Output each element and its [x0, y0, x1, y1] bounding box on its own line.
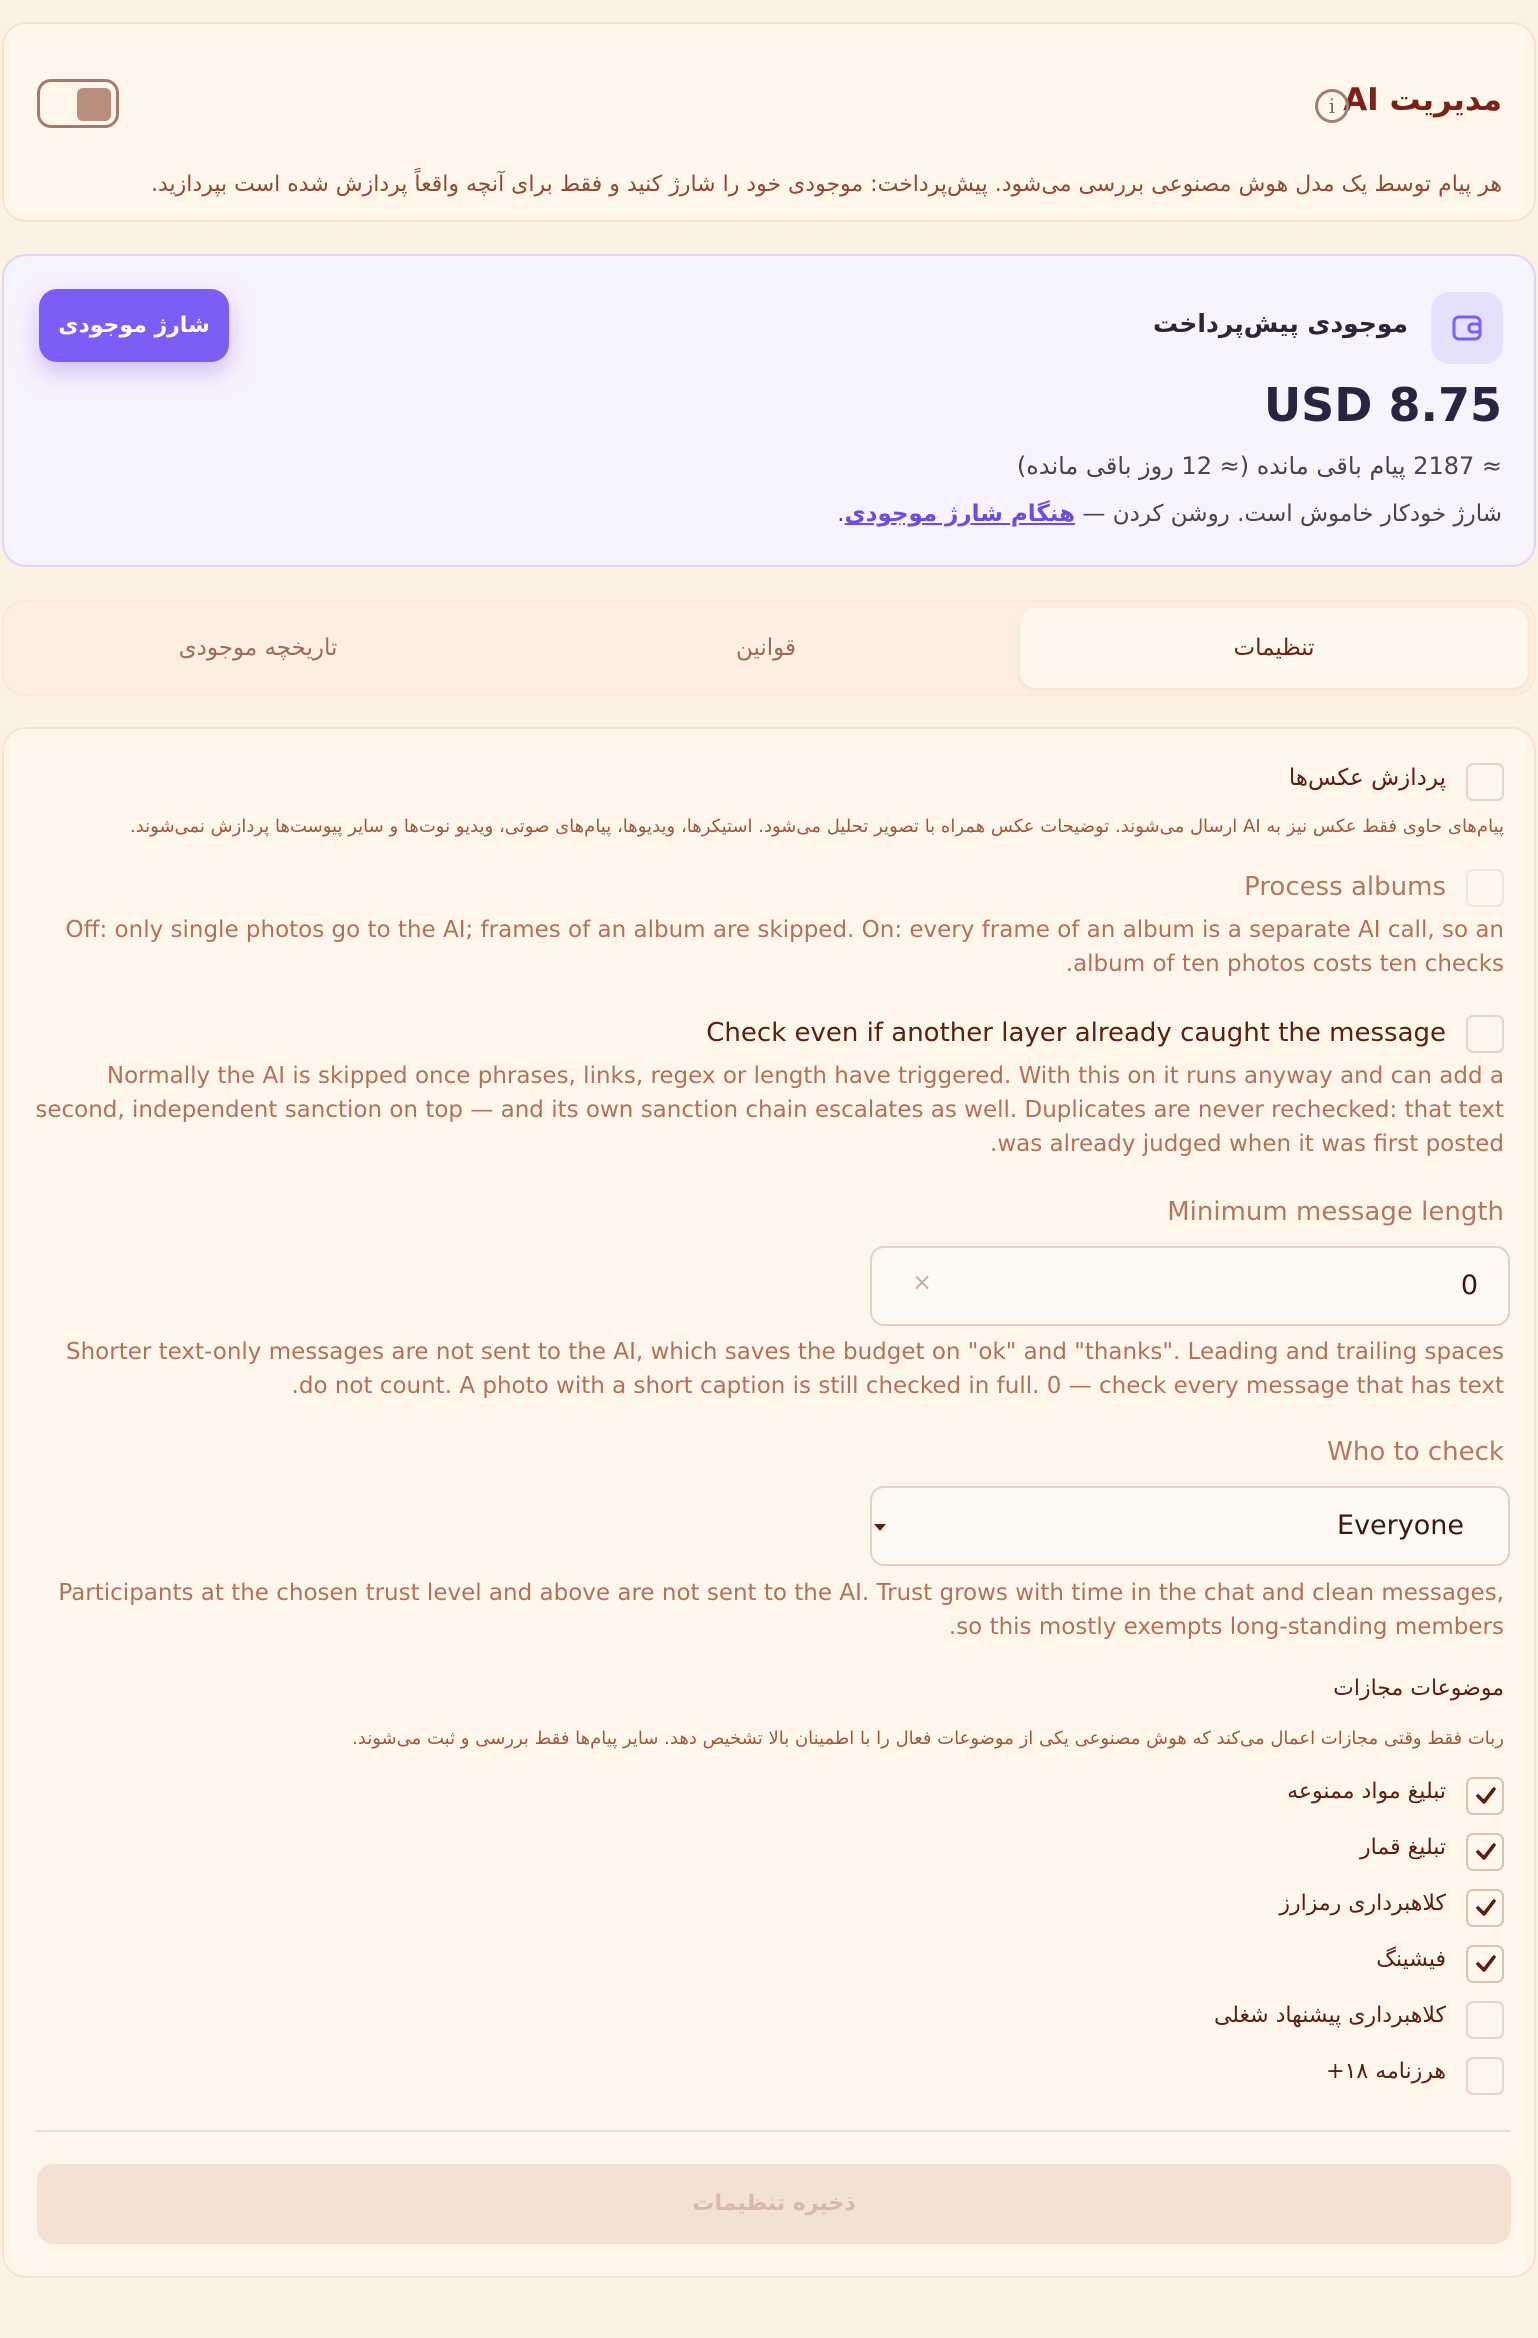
topup-balance-button[interactable]: شارژ موجودی	[39, 289, 229, 362]
wallet-icon	[1431, 292, 1503, 364]
autotopup-status	[837, 501, 1502, 527]
tab-bar	[2, 600, 1536, 696]
tab-rules[interactable]: قوانین	[735, 635, 797, 661]
checkmark-icon	[1474, 1784, 1498, 1808]
min-length-value: 0	[1460, 1270, 1478, 1301]
prepaid-balance-card	[2, 254, 1536, 567]
process-photos-checkbox[interactable]	[1466, 763, 1504, 801]
topics-description: ربات فقط وقتی مجازات اعمال می‌کند که هوش مصنوعی یکی از موضوعات فعال را با اطمینان بالا تشخیص دهد. سایر پیام‌ها فقط بررسی و ثبت می‌شوند.	[352, 1728, 1504, 1749]
topic-checkbox[interactable]	[1466, 1777, 1504, 1815]
checkmark-icon	[1474, 1896, 1498, 1920]
process-albums-checkbox[interactable]	[1466, 869, 1504, 907]
process-photos-description: پیام‌های حاوی فقط عکس نیز به AI ارسال می‌شوند. توضیحات عکس همراه با تصویر تحلیل می‌شود. استیکرها، ویدیوها، پیام‌های صوتی، ویدیو نوت‌ها و سایر پیوست‌ها پردازش نمی‌شوند.	[129, 816, 1504, 837]
balance-amount: USD 8.75	[1263, 378, 1502, 432]
chevron-down-icon	[874, 1524, 886, 1531]
process-albums-label: Process albums	[1244, 872, 1446, 902]
min-length-description: Shorter text-only messages are not sent to the AI, which saves the budget on "ok" and "thanks". Leading and trailing spaces do not count. A photo with a short caption is still checked in full. 0 — check every message that has text.	[65, 1339, 1504, 1399]
autotopup-text: شارژ خودکار خاموش است. روشن کردن —	[1075, 501, 1502, 527]
check-even-label: Check even if another layer already caught the message	[706, 1018, 1446, 1048]
process-photos-label: پردازش عکس‌ها	[1288, 765, 1446, 791]
check-even-description: Normally the AI is skipped once phrases, links, regex or length have triggered. With this on it runs anyway and can add a second, independent sanction on top — and its own sanction chain escalates as well. Duplicates are never rechecked: that text was already judged when it was first posted.	[35, 1063, 1504, 1157]
who-to-check-select[interactable]	[870, 1486, 1510, 1566]
topic-label: فیشینگ	[1376, 1947, 1446, 1972]
autotopup-link[interactable]: هنگام شارژ موجودی	[844, 501, 1076, 527]
header-description: هر پیام توسط یک مدل هوش مصنوعی بررسی می‌شود. پیش‌پرداخت: موجودی خود را شارژ کنید و فقط برای آنچه واقعاً پردازش شده است بپردازید.	[151, 172, 1502, 197]
checkmark-icon	[1474, 1840, 1498, 1864]
topic-checkbox[interactable]	[1466, 1833, 1504, 1871]
settings-panel	[2, 727, 1536, 2278]
topic-checkbox[interactable]	[1466, 1945, 1504, 1983]
topic-label: کلاهبرداری پیشنهاد شغلی	[1213, 2003, 1446, 2028]
topic-label: تبلیغ مواد ممنوعه	[1287, 1779, 1446, 1804]
topic-checkbox[interactable]	[1466, 1889, 1504, 1927]
who-to-check-value: Everyone	[1337, 1510, 1464, 1541]
tab-balance-history[interactable]: تاریخچه موجودی	[178, 635, 338, 661]
toggle-knob	[77, 88, 111, 121]
balance-remaining: ≈ 2187 پیام باقی مانده (≈ 12 روز باقی مانده)	[1016, 452, 1502, 480]
check-even-checkbox[interactable]	[1466, 1015, 1504, 1053]
who-to-check-description: Participants at the chosen trust level and above are not sent to the AI. Trust grows with time in the chat and clean messages, so this mostly exempts long-standing members.	[58, 1580, 1504, 1640]
checkmark-icon	[1474, 1952, 1498, 1976]
autotopup-end: .	[837, 501, 845, 527]
topic-checkbox[interactable]	[1466, 2057, 1504, 2095]
topics-title: موضوعات مجازات	[1333, 1676, 1504, 1701]
tab-settings[interactable]: تنظیمات	[1020, 608, 1528, 688]
min-length-label: Minimum message length	[1167, 1197, 1504, 1227]
info-icon[interactable]: i	[1315, 89, 1349, 123]
topic-checkbox[interactable]	[1466, 2001, 1504, 2039]
min-length-input[interactable]	[870, 1246, 1510, 1326]
clear-icon[interactable]: ×	[912, 1268, 933, 1296]
who-to-check-label: Who to check	[1327, 1437, 1504, 1467]
balance-title: موجودی پیش‌پرداخت	[1152, 309, 1408, 338]
ai-management-card	[2, 22, 1536, 222]
page-title: مدیریت AI	[1343, 82, 1502, 118]
ai-enable-toggle[interactable]	[37, 79, 119, 128]
topic-label: کلاهبرداری رمزارز	[1279, 1891, 1446, 1916]
divider	[36, 2130, 1510, 2132]
topic-label: هرزنامه ۱۸+	[1326, 2059, 1446, 2084]
topic-label: تبلیغ قمار	[1360, 1835, 1446, 1860]
process-albums-description: Off: only single photos go to the AI; frames of an album are skipped. On: every frame of an album is a separate AI call, so an album of ten photos costs ten checks.	[65, 917, 1504, 977]
save-settings-button[interactable]: ذخیره تنظیمات	[37, 2164, 1511, 2244]
